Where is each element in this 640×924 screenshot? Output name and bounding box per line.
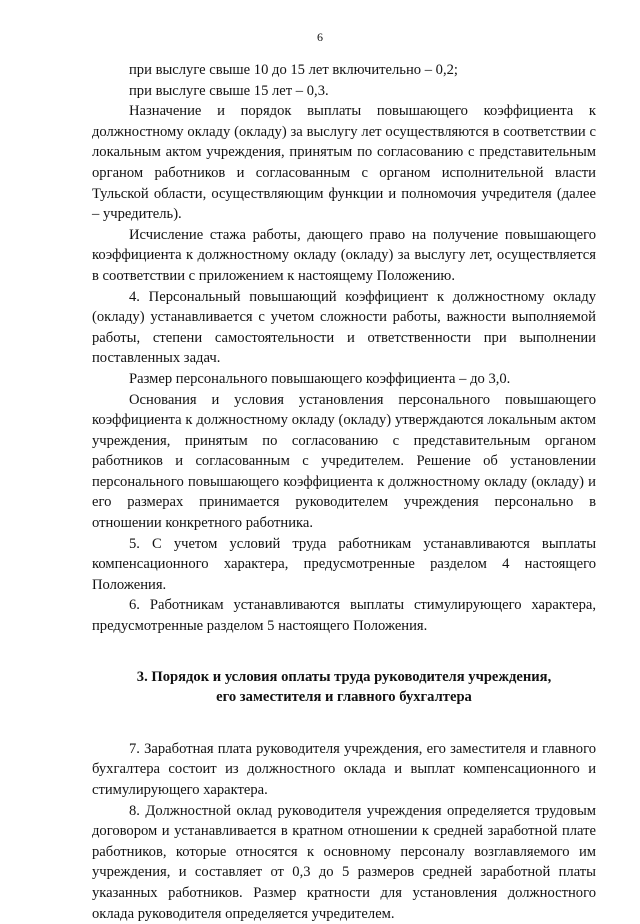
paragraph-assignment-procedure: Назначение и порядок выплаты повышающего коэффициента к должностному окладу (окладу) за выслугу лет осуществляются в соответствии с локальным актом учреждения, принятым по согласованию с представительным органом работников и согласованным с органом исполнительной власти Тульской области, осуществляющим функции и полномочия учредителя (далее – учредитель).: [92, 103, 596, 223]
paragraph-item-8: 8. Должностной оклад руководителя учреждения определяется трудовым договором и устанавливается в кратном отношении к средней заработной плате работников, которые относятся к основному персоналу возглавляемого им учреждения, и составляет от 0,3 до 5 размеров средней заработной платы указанных работников. Размер кратности для установления должностного оклада руководителя определяется учредителем.: [92, 802, 596, 922]
paragraph-tenure-calculation: Исчисление стажа работы, дающего право на получение повышающего коэффициента к должностному окладу (окладу) за выслугу лет, осуществляется в соответствии с приложением к настоящему Положению.: [92, 226, 596, 284]
paragraph-item-7: 7. Заработная плата руководителя учреждения, его заместителя и главного бухгалтера состоит из должностного оклада и выплат компенсационного и стимулирующего характера.: [92, 740, 596, 798]
paragraph-tenure-15: при выслуге свыше 15 лет – 0,3.: [129, 82, 329, 99]
page-number: 6: [317, 30, 323, 44]
section-heading: [92, 667, 596, 708]
paragraph-coefficient-size: Размер персонального повышающего коэффициента – до 3,0.: [129, 370, 511, 387]
section-heading-line-2: его заместителя и главного бухгалтера: [216, 689, 472, 706]
document-body: [92, 60, 596, 924]
paragraph-item-6: 6. Работникам устанавливаются выплаты стимулирующего характера, предусмотренные разделом 5 настоящего Положения.: [92, 597, 596, 635]
paragraph-coefficient-grounds: Основания и условия установления персонального повышающего коэффициента к должностному окладу (окладу) утверждаются локальным актом учреждения, принятым по согласованию с представительным органом работников и согласованным с учредителем. Решение об установлении персонального повышающего коэффициента к должностному окладу (окладу) и его размерах принимается руководителем учреждения персонально в отношении конкретного работника.: [92, 391, 596, 532]
paragraph-tenure-10-15: при выслуге свыше 10 до 15 лет включительно – 0,2;: [129, 62, 458, 78]
paragraph-item-4: 4. Персональный повышающий коэффициент к должностному окладу (окладу) устанавливается с учетом сложности работы, важности выполняемой работы, степени самостоятельности и ответственности при выполнении поставленных задач.: [92, 288, 596, 367]
section-heading-line-1: 3. Порядок и условия оплаты труда руководителя учреждения,: [136, 668, 552, 685]
paragraph-item-5: 5. С учетом условий труда работникам устанавливаются выплаты компенсационного характера, предусмотренные разделом 4 настоящего Положения.: [92, 535, 596, 593]
